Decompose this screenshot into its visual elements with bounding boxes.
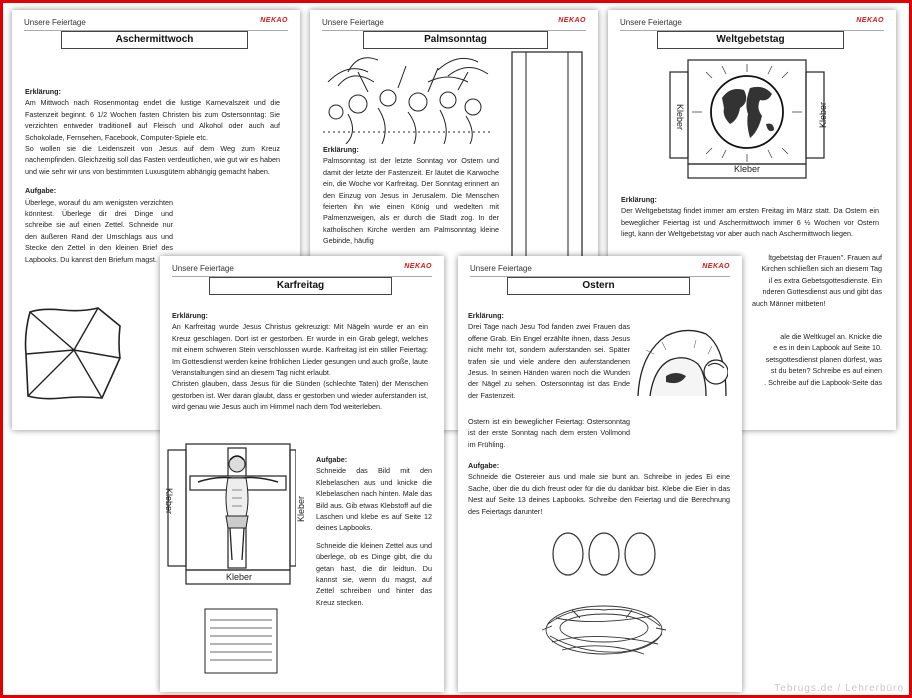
brand-logo: NEKAO bbox=[558, 17, 586, 24]
erklaerung-text-2-block bbox=[468, 416, 630, 450]
page-karfreitag bbox=[160, 256, 444, 692]
kleber-label-left: Kleber bbox=[164, 487, 175, 515]
erklaerung-text: Palmsonntag ist der letzte Sonntag vor Ostern und damit der letzte der Fastenzeit. Er läutet die Karwoche ein, die Woche vor Karfreitag. Der Sonntag erinnert an den Einzug von Jesus in Jerusalem. Die Menschen feierten ihn wie einen König und wedelten mit Palmenzweigen, als er durch die Stadt zog. In der katholischen Kirche werden am Palmsonntag kleine Gebinde, häufig bbox=[323, 156, 499, 246]
header-label: Unsere Feiertage bbox=[172, 264, 234, 273]
erklaerung-block bbox=[25, 86, 280, 265]
kleber-label-bottom: Kleber bbox=[734, 164, 761, 174]
page-header bbox=[620, 18, 884, 30]
header-label: Unsere Feiertage bbox=[470, 264, 532, 273]
kleber-label-left: Kleber bbox=[675, 103, 686, 131]
text-line: nderen Gottesdienst aus und gibt das bbox=[762, 287, 882, 297]
erklaerung-label: Erklärung: bbox=[323, 145, 359, 154]
erklaerung-label: Erklärung: bbox=[621, 195, 657, 204]
page-header bbox=[470, 264, 730, 276]
crucifix-cutout-template bbox=[164, 442, 296, 586]
erklaerung-text: Der Weltgebetstag findet immer am ersten Freitag im März statt. Da Ostern ein beweglicher Feiertag ist und Aschermittwoch immer 6 ½ Wochen vor Ostern liegt, kann der Weltgebetstag vor aber auch nach Aschermittwoch liegen. bbox=[621, 206, 879, 239]
header-label: Unsere Feiertage bbox=[322, 18, 384, 27]
erklaerung-block bbox=[172, 310, 428, 413]
page-header bbox=[24, 18, 288, 30]
watermark: Tebrugs.de / Lehrerbüro bbox=[774, 683, 904, 694]
text-line: Kirchen schließen sich an diesem Tag bbox=[761, 264, 882, 274]
text-line: . Schreibe auf die Lapbook-Seite das bbox=[764, 377, 882, 387]
erklaerung-text: An Karfreitag wurde Jesus Christus gekreuzigt: Mit Nägeln wurde er an ein Kreuz geschlagen. Dort ist er gestorben. Er wurde in ein Grab gelegt, welches mit einem schweren Stein verschlossen wurde. Karfreitag ist ein stiller Feiertag: Im Gottesdienst werden keine fröhlichen Lieder gesungen und auch große, laute Veranstaltungen sind an diesem Tag nicht erlaubt. bbox=[172, 322, 428, 378]
text-line: st du beten? Schreibe es auf einen bbox=[770, 366, 882, 376]
erklaerung-label: Erklärung: bbox=[468, 311, 504, 320]
brand-logo: NEKAO bbox=[404, 263, 432, 270]
erklaerung-block bbox=[621, 194, 879, 240]
aufgabe-text: Überlege, worauf du am wenigsten verzichten könntest. Überlege dir drei Dinge und schreibe sie auf einen Zettel. Schneide nur den äußeren Rand der Umschlags aus und Stecke den Zettel in den kleinen Brief des Lapbooks. Du kannst den Briefum magst. bbox=[25, 197, 173, 264]
page-title: Karfreitag bbox=[209, 277, 392, 295]
page-header bbox=[172, 264, 432, 276]
erklaerung-text-2: Christen glauben, dass Jesus für die Sünden (schlechte Taten) der Menschen gestorben ist. Wer daran glaubt, dass er gestorben und wieder auferstanden ist, wird genau wie Jesus auch im Himmel nach dem Tod weiterleben. bbox=[172, 379, 428, 412]
text-line: ale die Weltkugel an. Knicke die bbox=[780, 332, 882, 342]
erklaerung-label: Erklärung: bbox=[172, 311, 208, 320]
aufgabe-text: Schneide das Bild mit den Klebelaschen aus und knicke die Klebelaschen nach hinten. Male das Bild aus. Gib etwas Klebstoff auf die Laschen und klebe es auf Seite 12 deines Lapbooks. bbox=[316, 466, 432, 533]
aufgabe-block bbox=[316, 454, 432, 608]
aufgabe-label: Aufgabe: bbox=[468, 461, 500, 470]
text-line: il es extra Gebetsgottesdienste. Ein bbox=[768, 275, 882, 285]
brand-logo: NEKAO bbox=[260, 17, 288, 24]
header-label: Unsere Feiertage bbox=[24, 18, 86, 27]
note-paper-cutout bbox=[204, 608, 278, 674]
page-ostern bbox=[458, 256, 742, 692]
page-title: Weltgebetstag bbox=[657, 31, 844, 49]
brand-logo: NEKAO bbox=[702, 263, 730, 270]
erklaerung-text: Drei Tage nach Jesu Tod fanden zwei Frauen das offene Grab. Ein Engel erzählte ihnen, dass Jesus nicht mehr tot, sondern auferstanden sei. Später trafen sie und viele andere den auferstandenen Jesus. In seinen Händen waren noch die Wunden der Nägel zu sehen. Ostersonntag ist das Ende der Fastenzeit. bbox=[468, 322, 630, 400]
aufgabe-text: Schneide die Ostereier aus und male sie bunt an. Schreibe in jedes Ei eine Sache, über die du dich freust oder für die du dankbar bist. Klebe die Eier in das Nest auf Seite 13 deines Lapbooks. Schreibe den Feiertag und die Berechnung des Feiertags darunter! bbox=[468, 472, 730, 516]
erklaerung-block bbox=[468, 310, 630, 401]
aufgabe-label: Aufgabe: bbox=[25, 186, 57, 196]
brand-logo: NEKAO bbox=[856, 17, 884, 24]
kleber-label-right: Kleber bbox=[296, 495, 307, 523]
aufgabe-text-2: Schneide die kleinen Zettel aus und überlege, ob es Dinge gibt, die du getan hast, die dir leidtun. Du kannst sie, wenn du magst, auf Zettel schreiben und hinter das Kreuz stecken. bbox=[316, 540, 432, 607]
erklaerung-text-2: So wollen sie die Leidenszeit von Jesus auf dem Weg zum Kreuz nachempfinden. Gleichzeitig soll das Fasten verdeutlichen, wie gut wir es haben und wie sehr wir uns von bestimmten Luxusgütern abhängig gemacht haben. bbox=[25, 144, 280, 176]
text-line: e es in dein Lapbook auf Seite 10. bbox=[773, 343, 882, 353]
globe-cutout-template bbox=[660, 58, 834, 180]
aufgabe-block bbox=[468, 460, 730, 517]
page-title: Palmsonntag bbox=[363, 31, 548, 49]
kleber-label-right: Kleber bbox=[818, 101, 829, 129]
erklaerung-block bbox=[323, 144, 499, 247]
erklaerung-label: Erklärung: bbox=[25, 87, 61, 96]
envelope-template bbox=[22, 304, 126, 402]
header-label: Unsere Feiertage bbox=[620, 18, 682, 27]
erklaerung-text-2: Ostern ist ein beweglicher Feiertag: Ostersonntag ist der erste Sonntag nach dem ersten Vollmond im Frühling. bbox=[468, 417, 630, 449]
page-header bbox=[322, 18, 586, 30]
text-line: setsgottesdienst planen dürfest, was bbox=[765, 354, 882, 364]
empty-tomb-illustration bbox=[636, 324, 728, 398]
erklaerung-text: Am Mittwoch nach Rosenmontag endet die lustige Karnevalszeit und die Fastenzeit beginnt. 6 1/2 Wochen fasten Christen bis zum Ostersonntag: Sie verzichten entweder traditionell auf Fleisch und Alkohol oder auch auf Schokolade, Fernsehen, Facebook, Computer-Spiele etc. bbox=[25, 98, 280, 142]
page-title: Ostern bbox=[507, 277, 690, 295]
page-title: Aschermittwoch bbox=[61, 31, 248, 49]
easter-eggs-and-nest-illustration bbox=[532, 530, 682, 666]
text-line: ltgebetstag der Frauen". Frauen auf bbox=[768, 253, 882, 262]
text-line: auch Männer mitbeten! bbox=[752, 298, 826, 308]
kleber-label-bottom: Kleber bbox=[226, 572, 253, 582]
aufgabe-label: Aufgabe: bbox=[316, 455, 348, 464]
palm-sunday-crowd-illustration bbox=[318, 52, 498, 144]
weltgebetstag-visible-fragment bbox=[742, 252, 882, 388]
